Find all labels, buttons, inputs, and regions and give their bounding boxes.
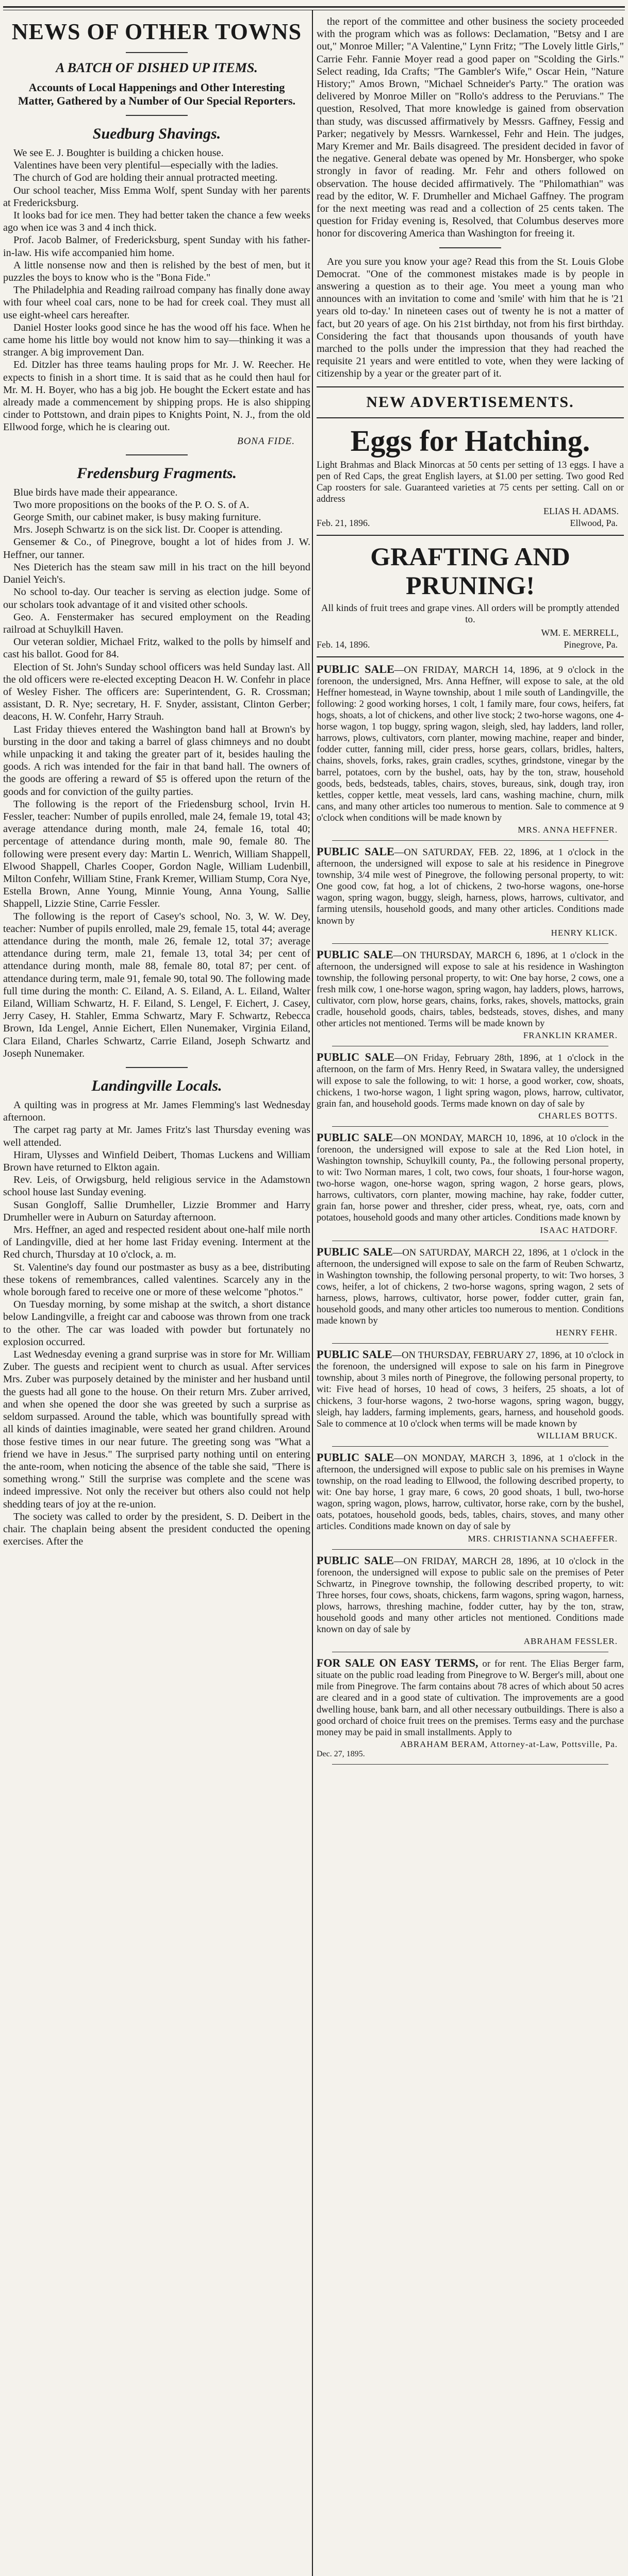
notice-signature: ABRAHAM FESSLER. bbox=[523, 1636, 618, 1647]
notice-text: —ON MONDAY, MARCH 10, 1896, at 10 o'clock in the forenoon, the undersigned will expose to sale at the Red Lion hotel, in Washington township, Schuylkill county, Pa., the following personal property, to wit: Two Norman mares, 1 colt, two cows, four shoats, 1 four-horse wagon, two-horse wagon, one-horse wagon, spring wagon, 2 horse gears, plows, harrows, cultivators, corn planter, mowing machine, hay rake, fodder cutter, grain fan, horse power and thresher, cider press, wheat, rye, oats, corn and potatoes, household goods and many other articles. Conditions made known by bbox=[317, 1132, 624, 1224]
section-body bbox=[3, 486, 310, 1060]
grafting-ad-place: Pinegrove, Pa. bbox=[564, 639, 618, 650]
column-divider bbox=[312, 10, 313, 2576]
news-paragraph: Blue birds have made their appearance. bbox=[13, 486, 178, 498]
news-paragraph: Mrs. Heffner, an aged and respected resident about one-half mile north of Landingville, died at her home last Friday evening. Interment at the Red church, Thursday at 10 o'clock, a. m. bbox=[3, 1224, 310, 1261]
deck: Accounts of Local Happenings and Other Interesting Matter, Gathered by a Number of Our Special Reporters. bbox=[18, 81, 296, 107]
news-paragraph: George Smith, our cabinet maker, is busy making furniture. bbox=[13, 512, 261, 523]
public-sale-notice bbox=[317, 1132, 624, 1224]
notice-lead: PUBLIC SALE bbox=[317, 1553, 394, 1567]
public-sale-notice bbox=[317, 1452, 624, 1533]
section-body bbox=[317, 256, 624, 380]
news-paragraph: Last Wednesday evening a grand surprise was in store for Mr. William Zuber. The guests and recipient went to church as usual. After services Mrs. Zuber was purposely detained by the minister and her husband until the guests had all gone to the house. On their return Mrs. Zuber arrived, and when she opened the door she was greeted by such a surprise as seldom surpassed. Around the table, which was bountifully spread with all kinds of dainties imaginable, were seated her grand children. Around those festive times in our near future. The greeting song was "What a friend we have in Jesus." The surprised party nothing until on entering the ante-room, when noticing the absence of the table she said, "There is something wrong." Still the surprise was complete and the scene was indeed impressive. Not only the receiver but others also could not help shedding tears of joy at the re-union. bbox=[3, 1349, 310, 1510]
grafting-ad-date: Feb. 14, 1896. bbox=[317, 639, 370, 650]
news-paragraph: The Philadelphia and Reading railroad company has finally done away with four wheel coal cars, none to be had for creek coal. They must all use eight-wheel cars hereafter. bbox=[3, 284, 310, 321]
news-paragraph: Prof. Jacob Balmer, of Fredericksburg, spent Sunday with his father-in-law. His wife accompanied him home. bbox=[3, 234, 310, 259]
news-paragraph: Geo. A. Fenstermaker has secured employment on the Reading railroad at Schuylkill Haven. bbox=[3, 611, 310, 635]
divider bbox=[126, 1067, 188, 1068]
notice-signature: FRANKLIN KRAMER. bbox=[523, 1030, 618, 1041]
notice-divider bbox=[332, 1343, 608, 1344]
section-title: Landingville Locals. bbox=[91, 1077, 222, 1095]
notice-text: —ON Friday, February 28th, 1896, at 1 o'clock in the afternoon, on the farm of Mrs. Henry Reed, in Swatara valley, the undersigned will expose to sale the following, to wit: 1 horse, a good worker, cow, shoats, chickens, 1 two-horse wagon, 1 light spring wagon, plows, harrow, cultivator, grain fan, and household goods. Terms made known on day of sale by bbox=[317, 1053, 624, 1109]
notice-lead: PUBLIC SALE bbox=[317, 1050, 395, 1064]
news-paragraph: Election of St. John's Sunday school officers was held Sunday last. All the old officers were re-elected excepting Deacon H. W. Confehr in place of Wesley Fisher. The officers are: Superintendent, G. R. Crossman; assistant, D. R. Nye; secretary, H. F. Snyder, assistant, Clinton Gerber; deacons, H. W. Confehr, Harry Strauh. bbox=[3, 661, 310, 723]
news-paragraph: A little nonsense now and then is relished by the best of men, but it puzzles the boys to know who is the "Bona Fide." bbox=[3, 259, 310, 284]
notice-lead: PUBLIC SALE bbox=[317, 1348, 392, 1361]
rule bbox=[317, 656, 624, 657]
news-paragraph: Our school teacher, Miss Emma Wolf, spent Sunday with her parents at Fredericksburg. bbox=[3, 184, 310, 209]
notice-lead: PUBLIC SALE bbox=[317, 1245, 393, 1258]
news-paragraph: The carpet rag party at Mr. James Fritz's last Thursday evening was well attended. bbox=[3, 1124, 310, 1148]
section-body bbox=[3, 147, 310, 434]
legal-notices bbox=[317, 664, 624, 1765]
notice-signature: MRS. ANNA HEFFNER. bbox=[518, 825, 618, 835]
news-paragraph: Our veteran soldier, Michael Fritz, walked to the polls by himself and cast his ballot. Good for 84. bbox=[3, 636, 310, 660]
divider bbox=[126, 454, 188, 455]
news-paragraph: Hiram, Ulysses and Winfield Deibert, Thomas Luckens and William Brown have returned to Elkton again. bbox=[3, 1149, 310, 1174]
public-sale-notice bbox=[317, 1657, 624, 1738]
notice-signature: MRS. CHRISTIANNA SCHAEFFER. bbox=[468, 1533, 618, 1544]
divider bbox=[126, 115, 188, 116]
notice-lead: PUBLIC SALE bbox=[317, 947, 393, 961]
eggs-ad-dateline bbox=[317, 518, 624, 529]
notice-text: —ON SATURDAY, FEB. 22, 1896, at 1 o'clock in the afternoon, the undersigned will expose to sale at his residence in Pinegrove township, 3/4 mile west of Pinegrove, the following personal property, to wit: One good cow, fat hog, a lot of chickens, 2 two-horse wagons, one-horse wagon, spring wagon, buggy, sleigh, harness, plows, harrows, cultivator, and farming utensils, household goods, and many other articles. Conditions made known by bbox=[317, 847, 624, 926]
notice-text: or for rent. The Elias Berger farm, situate on the public road leading from Pinegrove to W. Berger's mill, about one mile from Pinegrove. The farm contains about 78 acres of which about 50 acres are cleared and in a good state of cultivation. The improvements are a good dwelling house, bank barn, and all other necessary outbuildings. There is also a good orchard of choice fruit trees on the premises. Terms easy and the purchase money may be paid in small installments. Apply to bbox=[317, 1658, 624, 1738]
notice-divider bbox=[332, 1764, 608, 1765]
rule bbox=[317, 535, 624, 536]
public-sale-notice bbox=[317, 1052, 624, 1109]
news-paragraph: Mrs. Joseph Schwartz is on the sick list. Dr. Cooper is attending. bbox=[13, 524, 283, 536]
notice-signature: ISAAC HATDORF. bbox=[540, 1225, 618, 1235]
subhead: A BATCH OF DISHED UP ITEMS. bbox=[56, 60, 258, 75]
notice-divider bbox=[332, 1446, 608, 1447]
public-sale-notice bbox=[317, 1555, 624, 1636]
notice-lead: PUBLIC SALE bbox=[317, 1130, 393, 1144]
divider bbox=[126, 52, 188, 53]
grafting-ad-body: All kinds of fruit trees and grape vines. All orders will be promptly attended to. bbox=[321, 602, 620, 625]
notice-text: —ON FRIDAY, MARCH 14, 1896, at 9 o'clock in the forenoon, the undersigned, Mrs. Anna Heffner, will expose to sale, at the old Heffner homestead, in Wayne township, about 1 mile south of Landingville, the following: 2 good working horses, 1 colt, 1 family mare, four cows, heifers, fat hogs, shoats, a lot of chickens, and other live stock; 2 two-horse wagons, one 4-horse wagon, 1 top buggy, spring wagon, sleigh, sled, hay ladders, land roller, harrows, plows, cultivators, corn planter, mowing machine, reaper and binder, fodder cutter, fanning mill, cider press, horse gears, collars, bridles, halters, chains, shovels, forks, rakes, grain cradles, scythes, grindstone, vinegar by the barrel, potatoes, corn by the bushel, oats, hay by the ton, straw, household goods, beds, bedsteads, tables, chairs, stoves, bureaus, sink, dough tray, iron kettles, copper kettle, meat vessels, lard cans, washing machine, churn, milk cans, and many other articles too numerous to mention. Sale to commence at 9 o'clock when conditions will be made known by bbox=[317, 664, 624, 823]
notice-text: —ON THURSDAY, FEBRUARY 27, 1896, at 10 o'clock in the forenoon, the undersigned will expose to sale on his farm in Pinegrove township, about 3 miles north of Pinegrove, the following personal property, to wit: Five head of horses, 10 head of cows, 3 heifers, 25 shoats, a lot of chickens, 3 four-horse wagons, 2 two-horse wagons, spring wagon, buggy, sleigh, hay ladders, farming implements, gears, harness, and household goods. Sale to commence at 10 o'clock when terms will be made known by bbox=[317, 1350, 624, 1429]
news-paragraph: Two more propositions on the books of the P. O. S. of A. bbox=[13, 499, 250, 511]
grafting-ad-sign: WM. E. MERRELL, bbox=[541, 627, 619, 638]
news-paragraph: Gensemer & Co., of Pinegrove, bought a lot of hides from J. W. Heffner, our tanner. bbox=[3, 536, 310, 561]
news-paragraph: The society was called to order by the president, S. D. Deibert in the chair. The chaplain being absent the president conducted the opening exercises. After the bbox=[3, 1511, 310, 1548]
section-title: Fredensburg Fragments. bbox=[76, 464, 237, 482]
public-sale-notice bbox=[317, 949, 624, 1030]
rule bbox=[317, 386, 624, 387]
notice-text: —ON FRIDAY, MARCH 28, 1896, at 10 o'clock in the forenoon, the undersigned will expose to public sale on the premises of Peter Schwartz, in Pinegrove township, the following described property, to wit: Three horses, four cows, shoats, chickens, farm wagons, spring wagon, harness, plows, harrows, threshing machine, fodder cutter, hay by the ton, straw, household goods and many other articles not mentioned. Conditions made known on day of sale by bbox=[317, 1555, 624, 1635]
notice-lead: PUBLIC SALE bbox=[317, 845, 394, 858]
notice-divider bbox=[332, 840, 608, 841]
news-paragraph: the report of the committee and other business the society proceeded with the program which was as follows: Declamation, "Betsy and I are out," Monroe Miller; "A Valentine," Lynn Fritz; "The Lovely little Girls," Carrie Fehr. Fannie Moyer read a good paper on "Scolding the Girls." Select reading, Ida Crafts; "The Gambler's Wife," Oscar Hein, "Nature History;" Amos Brown, "Michael Schneider's Party." The oration was delivered by Monroe Miller on "Rollo's address to the Peruvians." The question, Resolved, That more knowledge is gained from observation than study, was discussed affirmatively by Messrs. Gaffney, Fessig and Parker; negatively by Messrs. Warnkessel, Fehr and Hein. The judges, Mary Kremer and Mr. Bails disagreed. The president decided in favor of the negative. General debate was opened by Mr. Honsberger, who spoke strongly in favor of reading. Mr. Fehr and others followed on observation. The house decided affirmatively. The "Philomathian" was read by the editor, W. F. Drumheller and Michael Gaffney. The program for the next meeting was read and a collection of 25 cents taken. The question for Friday evening is, Resolved, that Columbus deserves more honor for discovering America than Washington for freeing it. bbox=[317, 16, 624, 240]
news-paragraph: The following is the report of Casey's school, No. 3, W. W. Dey, teacher: Number of pupils enrolled, male 29, female 15, total 44; average attendance during the month, male 26, female 12, total 37; average attendance during term, male 21, female 13, total 34; per cent of attendance during month, male 88, female 80, total 87; per cent. of attendance during term, male 91, female 90, total 90. The following made full time during the month: C. Eiland, A. S. Eiland, A. L. Eiland, Walter Eiland, William Schwartz, H. F. Eiland, S. Lengel, F. Eichert, J. Casey, Jerry Casey, H. Stahler, Emma Schwartz, Mary F. Schwartz, Rebecca Brown, Ida Lengel, Annie Eichert, Ellen Nunemaker, Virginia Eiland, Clara Eiland, Charles Schwartz, Carrie Eiland, Joseph Schwartz and Joseph Nunemaker. bbox=[3, 910, 310, 1059]
notice-text: —ON SATURDAY, MARCH 22, 1896, at 1 o'clock in the afternoon, the undersigned will expose to sale on the farm of Reuben Schwartz, in Washington township, the following personal property, to wit: Two horses, 3 cows, heifer, a lot of chickens, 2 two-horse wagons, spring wagon, 2 sets of harness, plows, harrows, cultivator, horse power, fodder cutter, grain fan, household goods, and many other articles too numerous to mention. Conditions made known by bbox=[317, 1247, 624, 1327]
eggs-ad-place: Ellwood, Pa. bbox=[570, 517, 618, 528]
divider bbox=[439, 247, 501, 248]
notice-divider bbox=[332, 1126, 608, 1127]
news-paragraph: Valentines have been very plentiful—especially with the ladies. bbox=[13, 160, 278, 172]
news-paragraph: A quilting was in progress at Mr. James Flemming's last Wednesday afternoon. bbox=[3, 1099, 310, 1124]
top-rule bbox=[3, 6, 625, 10]
news-paragraph: Daniel Hoster looks good since he has the wood off his face. When he came home his little boy would not know him to say—thinking it was a stranger. A big improvement Dan. bbox=[3, 321, 310, 359]
news-paragraph: On Tuesday morning, by some mishap at the switch, a short distance below Landingville, a freight car and caboose was thrown from one track to the other. The car was loaded with powder but fortunately no explosion occurred. bbox=[3, 1299, 310, 1348]
public-sale-notice bbox=[317, 1246, 624, 1327]
notice-text: —ON THURSDAY, MARCH 6, 1896, at 1 o'clock in the afternoon, the undersigned will expose to sale at his residence in Washington township, the following personal property, to wit: One bay horse, 2 cows, one a fresh milk cow, 1 one-horse wagon, spring wagon, hay ladders, plows, harrows, cultivator, corn plow, horse gears, chains, forks, rakes, shovels, mattocks, grain cradle, household goods, chairs, tables, bedsteads, stoves, dishes, and many other articles not mentioned. Terms will be made known by bbox=[317, 950, 624, 1029]
new-ads-heading: NEW ADVERTISEMENTS. bbox=[366, 393, 574, 411]
notice-date: Dec. 27, 1895. bbox=[317, 1749, 365, 1758]
public-sale-notice bbox=[317, 1349, 624, 1430]
notice-signature: ABRAHAM BERAM, Attorney-at-Law, Pottsville, Pa. bbox=[400, 1739, 618, 1749]
news-paragraph: The following is the report of the Friedensburg school, Irvin H. Fessler, teacher: Number of pupils enrolled, male 24, female 19, total 43; average attendance during month, male 24, female 16, total 40; percentage of attendance during month, male 90, female 80. The following were present every day: Martin L. Wenrich, William Shappell, Elwood Shappell, Charles Cooper, Gordon Nagle, William Ludenbill, Milton Confehr, William Stine, Frank Kremer, William Stump, Cora Nye, Estella Brown, Anne Young, Minnie Young, Anna Young, Sallie Shappell, Lizzie Stine, Carrie Fessler. bbox=[3, 798, 310, 910]
section-body bbox=[3, 1099, 310, 1548]
eggs-ad-sign: ELIAS H. ADAMS. bbox=[543, 505, 619, 516]
news-paragraph: Last Friday thieves entered the Washington band hall at Brown's by bursting in the door and taking a barrel of glass chimneys and no doubt while unpacking it and taking the greater part of it, besides hauling the goods. A rich was intended for the fair in that band hall. The owners of the goods are offering a reward of $5 is offered upon the return of the goods and for conviction of the guilty parties. bbox=[3, 723, 310, 798]
news-paragraph: St. Valentine's day found our postmaster as busy as a bee, distributing these tokens of remembrances, called valentines. Scarcely any in the whole borough fared to receive one or more of these welcome "photos." bbox=[3, 1261, 310, 1298]
section-body bbox=[317, 15, 624, 240]
news-paragraph: No school to-day. Our teacher is serving as election judge. Some of our scholars took advantage of it and visited other schools. bbox=[3, 586, 310, 611]
news-paragraph: Ed. Ditzler has three teams hauling props for Mr. J. W. Reecher. He expects to finish in a short time. It is said that as he could then haul for Mr. M. H. Boyer, who has a big job. He bought the Eckert estate and has already made a commencement by shipping props. He is also shipping cinder to Pottstown, and drain pipes to Knights Point, N. J., from the old Ellwood forge, which he is clearing out. bbox=[3, 359, 310, 433]
grafting-ad-title: GRAFTING AND PRUNING! bbox=[370, 541, 570, 600]
eggs-ad-date: Feb. 21, 1896. bbox=[317, 517, 370, 528]
grafting-ad-dateline bbox=[317, 639, 624, 650]
news-paragraph: The church of God are holding their annual protracted meeting. bbox=[13, 172, 278, 184]
notice-divider bbox=[332, 1549, 608, 1550]
public-sale-notice bbox=[317, 664, 624, 824]
notice-signature: HENRY FEHR. bbox=[556, 1328, 618, 1338]
news-paragraph: Nes Dieterich has the steam saw mill in his tract on the hill beyond Daniel Yeich's. bbox=[3, 561, 310, 586]
news-paragraph: Susan Gongloff, Sallie Drumheller, Lizzie Brommer and Harry Drumheller were in Auburn on Saturday afternoon. bbox=[3, 1199, 310, 1223]
notice-signature: HENRY KLICK. bbox=[551, 927, 618, 938]
eggs-ad-body: Light Brahmas and Black Minorcas at 50 cents per setting of 13 eggs. I have a pen of Red Caps, the great English layers, at $1.00 per setting. Two good Red Cap roosters for sale. Guaranteed varieties at 75 cents per setting. Call on or address bbox=[317, 460, 624, 504]
notice-lead: FOR SALE ON EASY TERMS, bbox=[317, 1656, 478, 1670]
notice-signature: WILLIAM BRUCK. bbox=[537, 1430, 618, 1440]
news-paragraph: It looks bad for ice men. They had better taken the chance a few weeks ago when ice was 3 and 4 inch thick. bbox=[3, 210, 310, 234]
eggs-ad-title: Eggs for Hatching. bbox=[350, 423, 590, 457]
notice-lead: PUBLIC SALE bbox=[317, 662, 394, 675]
section-title: Suedburg Shavings. bbox=[92, 125, 221, 142]
notice-divider bbox=[332, 943, 608, 944]
public-sale-notice bbox=[317, 846, 624, 927]
notice-lead: PUBLIC SALE bbox=[317, 1450, 394, 1464]
news-paragraph: Rev. Leis, of Orwigsburg, held religious service in the Adamstown school house last Sunday evening. bbox=[3, 1174, 310, 1198]
news-paragraph: Are you sure you know your age? Read this from the St. Louis Globe Democrat. "One of the commonest mistakes made is by people in answering a question as to their age. You meet a young man who announces with an invitation to come and 'smile' with him that he is '21 years old to-day.' In nineteen cases out of twenty he is not a matter of fact, but 20 years of age. On his 21st birthday, not from his first birthday. Considering the fact that thousands upon thousands of youth have marched to the polls under the impression that they had reached the requisite 21 years and were entitled to vote, when they were lacking of citizenship by a year or the greater part of it. bbox=[317, 256, 624, 380]
rule bbox=[317, 417, 624, 418]
news-paragraph: We see E. J. Boughter is building a chicken house. bbox=[13, 147, 224, 159]
byline: BONA FIDE. bbox=[237, 435, 295, 447]
left-column bbox=[3, 15, 310, 2576]
notice-text: —ON MONDAY, MARCH 3, 1896, at 1 o'clock in the afternoon, the undersigned will expose to public sale on his premises in Wayne township, on the road leading to Ellwood, the following described property, to wit: One bay horse, 1 gray mare, 6 cows, 20 good shoats, 1 bull, two-horse wagon, spring wagon, plows, harrow, cultivator, horse rake, corn by the bushel, oats, potatoes, household goods, beds, tables, chairs, stoves, and many other articles. Conditions made known on day of sale by bbox=[317, 1452, 624, 1532]
notice-signature: CHARLES BOTTS. bbox=[538, 1110, 618, 1121]
right-column bbox=[317, 15, 624, 2576]
masthead: NEWS OF OTHER TOWNS bbox=[11, 19, 302, 44]
